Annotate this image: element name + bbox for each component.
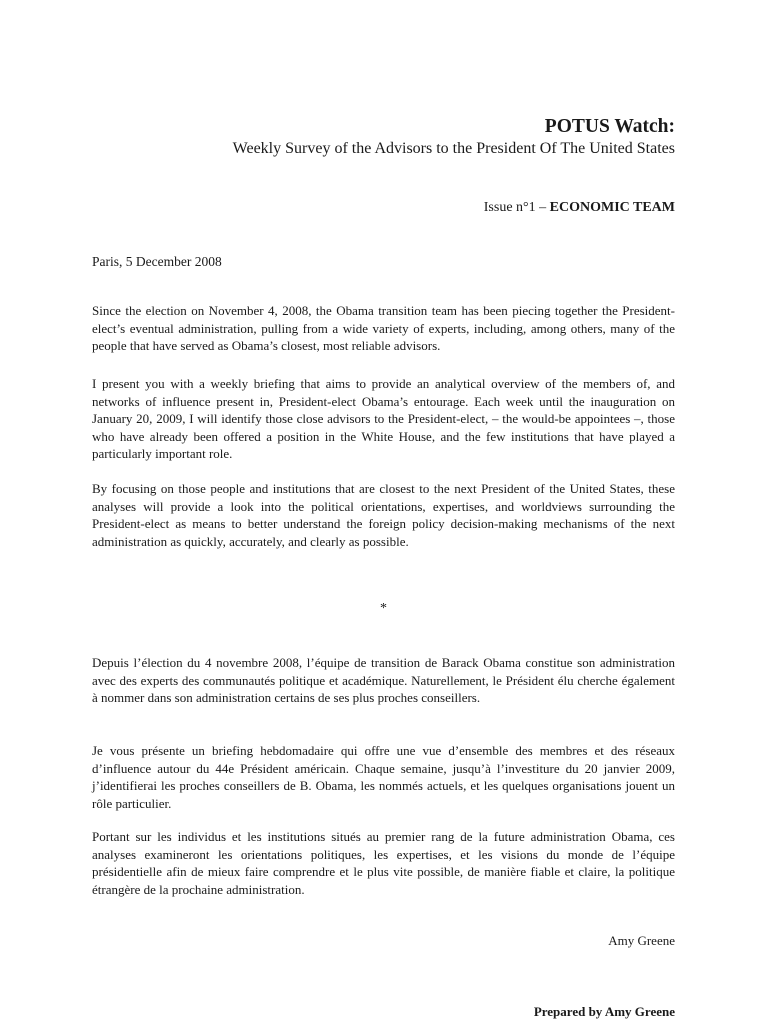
signature: Amy Greene (608, 933, 675, 948)
document-title: POTUS Watch: (544, 116, 675, 137)
issue-number: Issue n°1 – (483, 200, 550, 215)
english-paragraph-3: By focusing on those people and institutions that are closest to the next President of the United States, these analyses will provide a look into the political orientations, expertises, and worldviews surrounding the President-elect as means to better understand the foreign policy decision-making mechanisms of the next administration as quickly, accurately, and clearly as possible. (92, 481, 675, 549)
english-paragraph-2: I present you with a weekly briefing that aims to provide an analytical overview of the members of, and networks of influence present in, President-elect Obama’s entourage. Each week until the inauguration on January 20, 2009, I will identify those close advisors to the President-elect, – the would-be appointees –, those who have already been offered a position in the White House, and the few institutions that have played a particularly important role. (92, 376, 675, 461)
french-paragraph-1: Depuis l’élection du 4 novembre 2008, l’équipe de transition de Barack Obama constitue son administration avec des experts des communautés politique et académique. Naturellement, le Président élu cherche également à nommer dans son administration certains de ses plus proches conseillers. (92, 655, 675, 705)
issue-topic: ECONOMIC TEAM (549, 200, 675, 215)
prepared-by: Prepared by Amy Greene (533, 1004, 675, 1019)
document-subtitle: Weekly Survey of the Advisors to the President Of The United States (232, 140, 675, 157)
issue-line (484, 200, 675, 216)
french-paragraph-2: Je vous présente un briefing hebdomadaire qui offre une vue d’ensemble des membres et des réseaux d’influence autour du 44e Président américain. Chaque semaine, jusqu’à l’investiture du 20 janvier 2009, j’identifierai les proches conseillers de B. Obama, les nommés actuels, et les quelques organisations jouent un rôle particulier. (92, 743, 675, 811)
document-page (92, 0, 675, 1024)
french-paragraph-3: Portant sur les individus et les institutions situés au premier rang de la future administration Obama, ces analyses examineront les orientations politiques, les expertises, et les visions du monde de l’équipe présidentielle afin de mieux faire comprendre et le plus vite possible, de manière fiable et claire, la politique étrangère de la prochaine administration. (92, 829, 675, 897)
english-paragraph-1: Since the election on November 4, 2008, the Obama transition team has been piecing together the President-elect’s eventual administration, pulling from a wide variety of experts, including, among others, many of the people that have served as Obama’s closest, most reliable advisors. (92, 303, 675, 353)
dateline: Paris, 5 December 2008 (92, 254, 222, 269)
section-separator: * (380, 601, 387, 616)
